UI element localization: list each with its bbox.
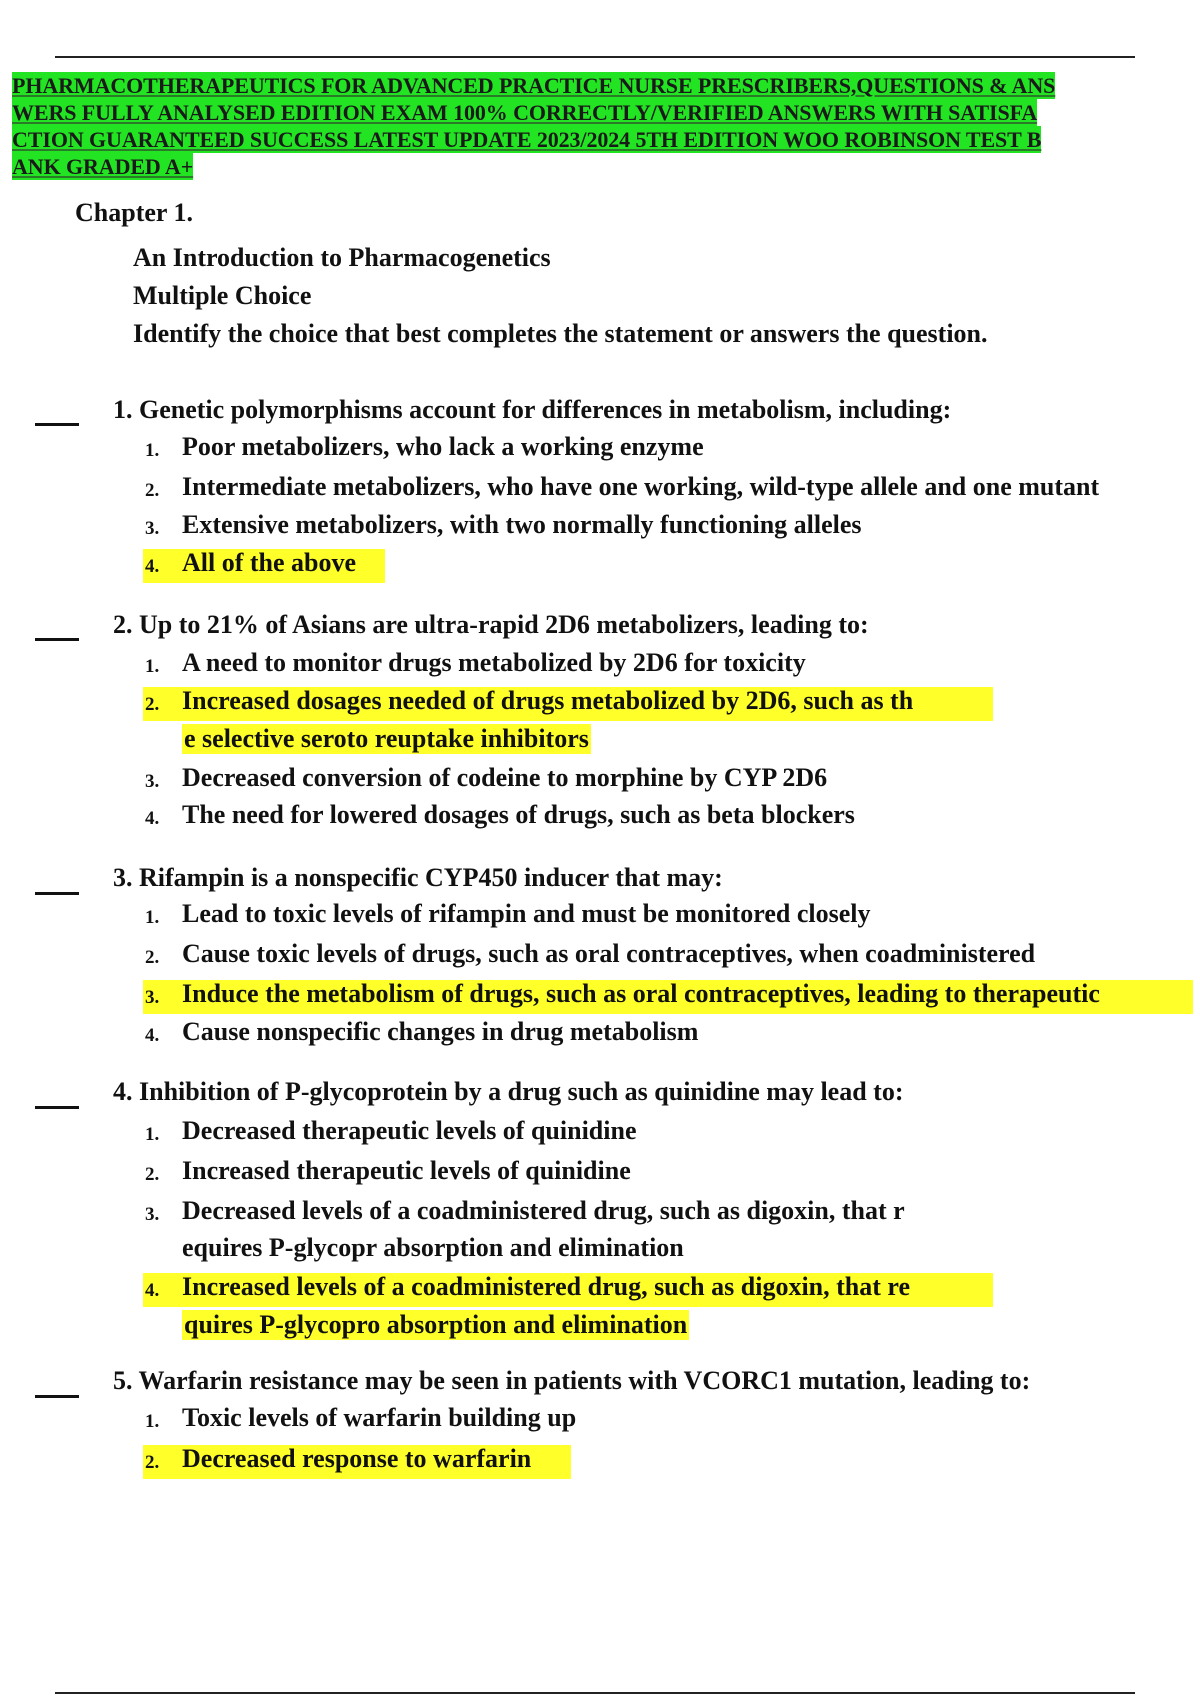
top-rule bbox=[55, 56, 1135, 58]
option-continuation: e selective seroto reuptake inhibitors bbox=[184, 724, 589, 753]
title-line: CTION GUARANTEED SUCCESS LATEST UPDATE 2023/2024 5TH EDITION WOO ROBINSON TEST B bbox=[12, 127, 1042, 152]
option-text: Increased dosages needed of drugs metabolized by 2D6, such as th bbox=[182, 686, 914, 715]
bottom-rule bbox=[55, 1692, 1135, 1694]
option-number: 2. bbox=[145, 694, 160, 715]
option-number: 1. bbox=[145, 907, 160, 928]
title-line: WERS FULLY ANALYSED EDITION EXAM 100% CORRECTLY/VERIFIED ANSWERS WITH SATISFA bbox=[12, 100, 1038, 125]
instructions: Identify the choice that best completes the statement or answers the question. bbox=[133, 319, 988, 348]
title-line: ANK GRADED A+ bbox=[12, 154, 194, 179]
chapter-subtitle: An Introduction to Pharmacogenetics bbox=[133, 243, 551, 272]
option-number: 1. bbox=[145, 656, 160, 677]
option-text: Cause toxic levels of drugs, such as oral contraceptives, when coadministered bbox=[182, 939, 1036, 968]
option-text: Increased therapeutic levels of quinidine bbox=[182, 1156, 631, 1185]
option-text: Lead to toxic levels of rifampin and must be monitored closely bbox=[182, 899, 871, 928]
option-number: 4. bbox=[145, 1025, 160, 1046]
option-number: 3. bbox=[145, 518, 160, 539]
option-number: 4. bbox=[145, 1280, 160, 1301]
title-line: PHARMACOTHERAPEUTICS FOR ADVANCED PRACTICE NURSE PRESCRIBERS,QUESTIONS & ANS bbox=[12, 73, 1056, 98]
option-text: The need for lowered dosages of drugs, such as beta blockers bbox=[182, 800, 855, 829]
option-number: 4. bbox=[145, 808, 160, 829]
option-number: 2. bbox=[145, 480, 160, 501]
option-number: 1. bbox=[145, 1124, 160, 1145]
question-text: 2. Up to 21% of Asians are ultra-rapid 2D6 metabolizers, leading to: bbox=[113, 610, 869, 639]
option-number: 1. bbox=[145, 440, 160, 461]
title-banner bbox=[12, 72, 1192, 180]
option-text: Poor metabolizers, who lack a working enzyme bbox=[182, 432, 704, 461]
answer-blank[interactable] bbox=[35, 1395, 79, 1398]
answer-blank[interactable] bbox=[35, 1106, 79, 1109]
chapter-heading: Chapter 1. bbox=[75, 198, 193, 227]
option-text: Toxic levels of warfarin building up bbox=[182, 1403, 577, 1432]
option-number: 2. bbox=[145, 947, 160, 968]
option-text: A need to monitor drugs metabolized by 2D6 for toxicity bbox=[182, 648, 806, 677]
question-text: 5. Warfarin resistance may be seen in patients with VCORC1 mutation, leading to: bbox=[113, 1366, 1031, 1395]
section-heading: Multiple Choice bbox=[133, 281, 312, 310]
option-number: 2. bbox=[145, 1164, 160, 1185]
option-continuation: equires P-glycopr absorption and elimination bbox=[182, 1233, 684, 1262]
option-number: 3. bbox=[145, 771, 160, 792]
question-text: 3. Rifampin is a nonspecific CYP450 inducer that may: bbox=[113, 863, 723, 892]
option-text: Decreased response to warfarin bbox=[182, 1444, 532, 1473]
option-text: All of the above bbox=[182, 548, 357, 577]
option-text: Decreased conversion of codeine to morphine by CYP 2D6 bbox=[182, 763, 828, 792]
option-text: Extensive metabolizers, with two normally functioning alleles bbox=[182, 510, 862, 539]
option-number: 4. bbox=[145, 556, 160, 577]
option-text: Intermediate metabolizers, who have one working, wild-type allele and one mutant bbox=[182, 472, 1100, 501]
option-number: 2. bbox=[145, 1452, 160, 1473]
answer-blank[interactable] bbox=[35, 892, 79, 895]
option-number: 3. bbox=[145, 1204, 160, 1225]
option-text: Induce the metabolism of drugs, such as oral contraceptives, leading to therapeutic bbox=[182, 979, 1100, 1008]
option-text: Cause nonspecific changes in drug metabolism bbox=[182, 1017, 699, 1046]
answer-blank[interactable] bbox=[35, 638, 79, 641]
option-continuation: quires P-glycopro absorption and elimination bbox=[184, 1310, 688, 1339]
question-text: 1. Genetic polymorphisms account for differences in metabolism, including: bbox=[113, 395, 952, 424]
option-number: 1. bbox=[145, 1411, 160, 1432]
option-text: Decreased levels of a coadministered drug, such as digoxin, that r bbox=[182, 1196, 905, 1225]
answer-blank[interactable] bbox=[35, 423, 79, 426]
option-number: 3. bbox=[145, 987, 160, 1008]
option-text: Increased levels of a coadministered drug, such as digoxin, that re bbox=[182, 1272, 911, 1301]
question-text: 4. Inhibition of P-glycoprotein by a drug such as quinidine may lead to: bbox=[113, 1077, 904, 1106]
option-text: Decreased therapeutic levels of quinidine bbox=[182, 1116, 637, 1145]
